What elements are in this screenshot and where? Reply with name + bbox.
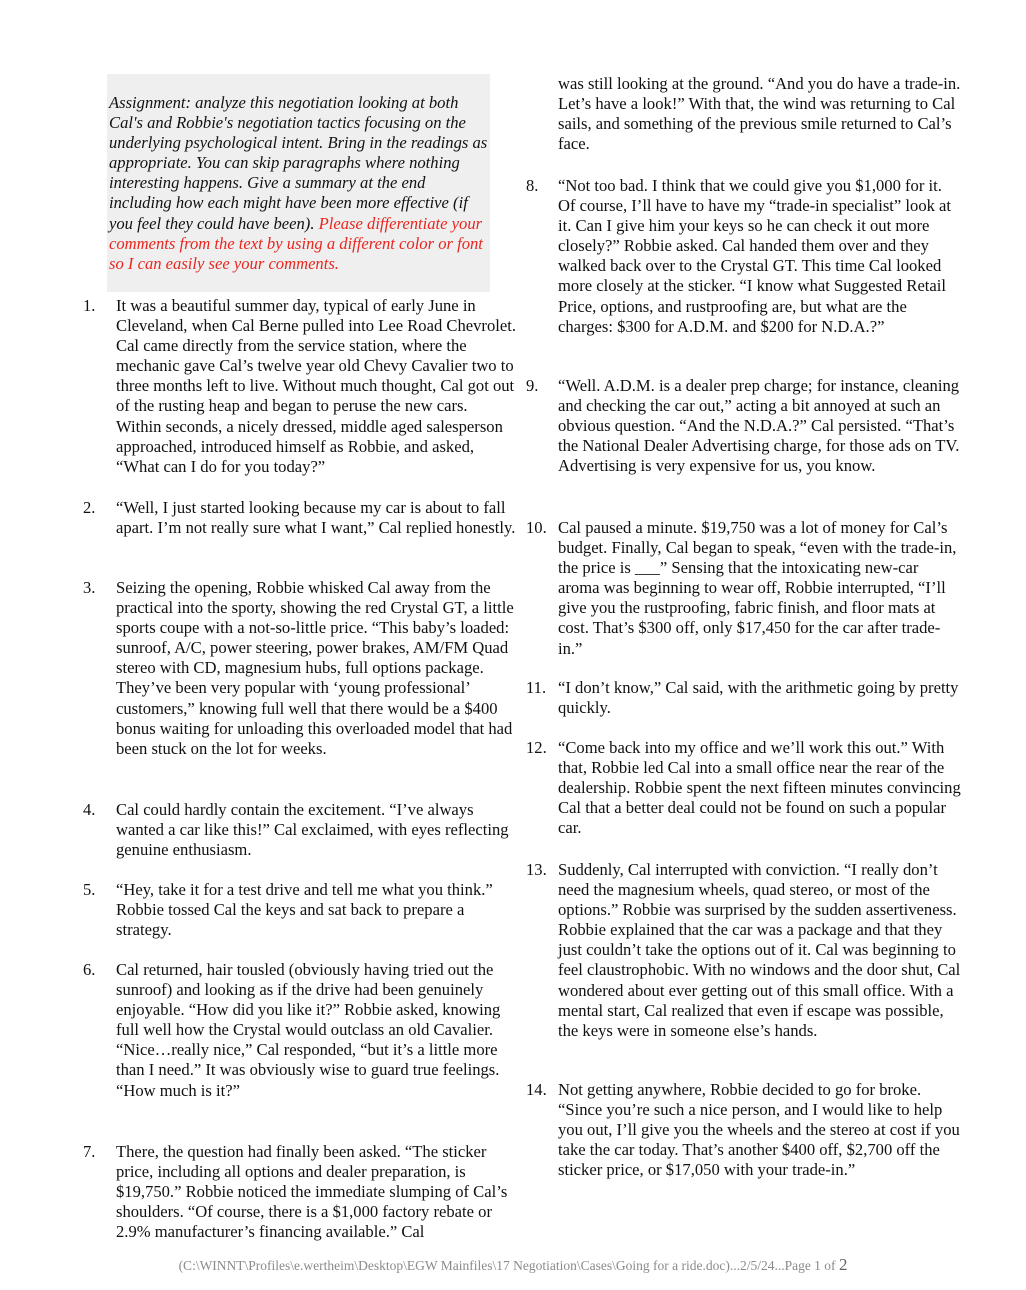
- paragraph-number: 3.: [83, 578, 96, 597]
- paragraph-text: Suddenly, Cal interrupted with conviction. “I really don’t need the magnesium wheels, quad stereo, or most of the options.” Robbie was surprised by the sudden assertiveness. Robbie explained that the car was a package and that they just couldn’t take the options out of it. Cal was beginning to feel claustrophobic. With no windows and the door shut, Cal wondered about ever getting out of this small office. With a mental start, Cal realized that even if escape was possible, the keys were in someone else’s hands.: [558, 860, 961, 1040]
- paragraph-number: 12.: [526, 738, 547, 757]
- paragraph-number: 6.: [83, 960, 96, 979]
- paragraph-text: It was a beautiful summer day, typical of early June in Cleveland, when Cal Berne pulled into Lee Road Chevrolet. Cal came directly from the service station, where the mechanic gave Cal’s twelve year old Chevy Cavalier two to three months left to live. Without much thought, Cal got out of the rusting heap and began to peruse the new cars. Within seconds, a nicely dressed, middle aged salesperson approached, introduced himself as Robbie, and asked, “What can I do for you today?”: [116, 296, 516, 476]
- paragraph-text: Cal returned, hair tousled (obviously having tried out the sunroof) and looking as if the drive had been genuinely enjoyable. “How did you like it?” Robbie asked, knowing full well how the Crystal would outclass an old Cavalier. “Nice…really nice,” Cal responded, “but it’s a little more than I need.” It was obviously wise to guard true feelings. “How much is it?”: [116, 960, 501, 1100]
- paragraph-text: was still looking at the ground. “And you do have a trade-in. Let’s have a look!” With that, the wind was returning to Cal sails, and something of the previous smile returned to Cal’s face.: [558, 74, 961, 154]
- paragraph-text: Cal paused a minute. $19,750 was a lot of money for Cal’s budget. Finally, Cal began to speak, “even with the trade-in, the price is ___” Sensing that the intoxicating new-car aroma was beginning to wear off, Robbie interrupted, “I’ll give you the rustproofing, fabric finish, and floor mats at cost. That’s $300 off, only $17,450 for the car after trade-in.”: [558, 518, 957, 658]
- paragraph-number: 1.: [83, 296, 96, 315]
- paragraph-text: There, the question had finally been asked. “The sticker price, including all options and dealer preparation, is $19,750.” Robbie noticed the immediate slumping of Cal’s shoulders. “Of course, there is a $1,000 factory rebate or 2.9% manufacturer’s financing available.” Cal: [116, 1142, 508, 1242]
- paragraph-number: 11.: [526, 678, 547, 697]
- assignment-box: [107, 74, 490, 292]
- paragraph-number: 5.: [83, 880, 96, 899]
- assignment-text: [107, 74, 490, 274]
- paragraph-text: “Well, I just started looking because my car is about to fall apart. I’m not really sure what I want,” Cal replied honestly.: [116, 498, 516, 538]
- paragraph-text: Cal could hardly contain the excitement. “I’ve always wanted a car like this!” Cal exclaimed, with eyes reflecting genuine enthusiasm.: [116, 800, 509, 860]
- paragraph-number: 14.: [526, 1080, 547, 1099]
- paragraph-text: Not getting anywhere, Robbie decided to go for broke. “Since you’re such a nice person, and I would like to help you out, I’ll give you the wheels and the stereo at cost if you take the car today. That’s another $400 off, $2,700 off the sticker price, or $17,050 with your trade-in.”: [558, 1080, 960, 1180]
- footer-page-count: 2: [838, 1255, 848, 1274]
- paragraph-number: 13.: [526, 860, 547, 879]
- paragraph-text: “I don’t know,” Cal said, with the arithmetic going by pretty quickly.: [558, 678, 959, 718]
- paragraph-number: 7.: [83, 1142, 96, 1161]
- page-footer: [0, 1255, 1026, 1275]
- paragraph-text: “Come back into my office and we’ll work this out.” With that, Robbie led Cal into a small office near the rear of the dealership. Robbie spent the next fifteen minutes convincing Cal that a better deal could not be found on such a popular car.: [558, 738, 961, 838]
- paragraph-number: 4.: [83, 800, 96, 819]
- paragraph-text: “Hey, take it for a test drive and tell me what you think.” Robbie tossed Cal the keys and sat back to prepare a strategy.: [116, 880, 493, 940]
- paragraph-text: Seizing the opening, Robbie whisked Cal away from the practical into the sporty, showing the red Crystal GT, a little sports coupe with a not-so-little price. “This baby’s loaded: sunroof, A/C, power steering, power brakes, AM/FM Quad stereo with CD, magnesium hubs, full options package. They’ve been very popular with ‘young professional’ customers,” knowing full well that there would be a $400 bonus waiting for unloading this overloaded model that had been stuck on the lot for weeks.: [116, 578, 514, 758]
- paragraph-text: “Well. A.D.M. is a dealer prep charge; for instance, cleaning and checking the car out,” acting a bit annoyed at such an obvious question. “And the N.D.A.?” Cal persisted. “That’s the National Dealer Advertising charge, for those ads on TV. Advertising is very expensive for us, you know.: [558, 376, 960, 476]
- assignment-red-note: Please differentiate your comments from the text by using a different color or font so I can easily see your comments.: [109, 213, 483, 273]
- paragraph-number: 2.: [83, 498, 96, 517]
- paragraph-text: “Not too bad. I think that we could give you $1,000 for it. Of course, I’ll have to have my “trade-in specialist” look at it. Can I give him your keys so he can check it out more closely?” Robbie asked. Cal handed them over and they walked back over to the Crystal GT. This time Cal looked more closely at the sticker. “I know what Suggested Retail Price, options, and rustproofing are, but what are the charges: $300 for A.D.M. and $200 for N.D.A.?”: [558, 176, 952, 336]
- footer-path: (C:\WINNT\Profiles\e.wertheim\Desktop\EGW Mainfiles\17 Negotiation\Cases\Going for a ride.doc)...2/5/24...Page 1 of: [178, 1258, 839, 1273]
- paragraph-number: 9.: [526, 376, 539, 395]
- paragraph-number: 10.: [526, 518, 547, 537]
- assignment-instructions: Assignment: analyze this negotiation looking at both Cal's and Robbie's negotiation tactics focusing on the underlying psychological intent. Bring in the readings as appropriate. You can skip paragraphs where nothing interesting happens. Give a summary at the end including how each might have been more effective (if you feel they could have been).: [109, 93, 488, 233]
- paragraph-number: 8.: [526, 176, 539, 195]
